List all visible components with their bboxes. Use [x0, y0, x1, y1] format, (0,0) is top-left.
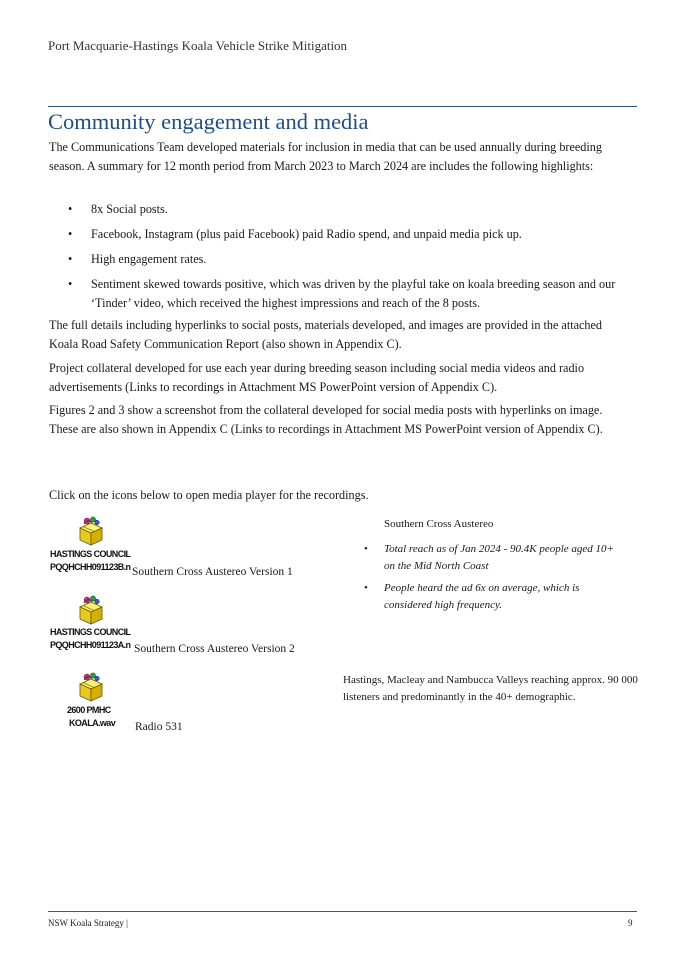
package-icon[interactable]	[78, 672, 104, 702]
file-caption-line1: HASTINGS COUNCIL	[50, 549, 131, 559]
radio-description: Hastings, Macleay and Nambucca Valleys reaching approx. 90 000 listeners and predominantly in the 40+ demographic.	[343, 674, 638, 703]
highlight-text: High engagement rates.	[91, 252, 207, 266]
list-item	[64, 250, 634, 269]
file-caption-line1: HASTINGS COUNCIL	[50, 627, 131, 637]
media-label: Southern Cross Austereo Version 2	[134, 643, 295, 655]
header-rule	[48, 106, 637, 107]
highlight-text: 8x Social posts.	[91, 202, 168, 216]
file-caption-line1: 2600 PMHC	[67, 705, 111, 715]
list-item	[64, 200, 634, 219]
list-item	[64, 225, 634, 244]
media-label: Southern Cross Austereo Version 1	[132, 566, 293, 578]
file-caption-line2: PQQHCHH091123A.n	[50, 640, 131, 650]
bullet-glyph: •	[68, 252, 73, 266]
package-icon[interactable]	[78, 595, 104, 625]
bullet-glyph: •	[68, 277, 73, 291]
bullet-glyph: •	[364, 582, 368, 594]
bullet-glyph: •	[68, 202, 73, 216]
bullet-glyph: •	[68, 227, 73, 241]
intro-paragraph: The Communications Team developed materials for inclusion in media that can be used annually during breeding season. A summary for 12 month period from March 2023 to March 2024 are includes the following highlights:	[49, 140, 602, 173]
figures-paragraph: Figures 2 and 3 show a screenshot from the collateral developed for social media posts with hyperlinks on image. These are also shown in Appendix C (Links to recordings in Attachment MS PowerPoint version of Appendix C).	[49, 403, 603, 436]
media-label: Radio 531	[135, 721, 183, 733]
sca-title: Southern Cross Austereo	[384, 518, 494, 530]
instruction-text: Click on the icons below to open media player for the recordings.	[49, 488, 369, 502]
footer-rule	[48, 911, 637, 912]
list-item	[364, 580, 614, 613]
highlight-text: Sentiment skewed towards positive, which was driven by the playful take on koala breeding season and our ‘Tinder’ video, which received the highest impressions and reach of the 8 posts.	[91, 277, 616, 310]
running-header: Port Macquarie-Hastings Koala Vehicle Strike Mitigation	[48, 38, 348, 53]
sca-point-text: Total reach as of Jan 2024 - 90.4K people aged 10+ on the Mid North Coast	[384, 543, 614, 572]
sca-points	[364, 541, 614, 619]
package-icon[interactable]	[78, 516, 104, 546]
highlight-text: Facebook, Instagram (plus paid Facebook) paid Radio spend, and unpaid media pick up.	[91, 227, 522, 241]
sca-point-text: People heard the ad 6x on average, which is considered high frequency.	[384, 582, 580, 611]
details-paragraph: The full details including hyperlinks to social posts, materials developed, and images are provided in the attached Koala Road Safety Communication Report (also shown in Appendix C).	[49, 318, 603, 351]
list-item	[64, 275, 634, 312]
highlights-list	[64, 200, 634, 319]
page-number: 9	[628, 918, 633, 928]
list-item	[364, 541, 614, 574]
file-caption-line2: KOALA.wav	[69, 718, 116, 728]
collateral-paragraph: Project collateral developed for use each year during breeding season including social media videos and radio advertisements (Links to recordings in Attachment MS PowerPoint version of Appendix C).	[49, 361, 585, 394]
section-heading: Community engagement and media	[48, 109, 369, 134]
footer-title: NSW Koala Strategy |	[48, 918, 128, 928]
bullet-glyph: •	[364, 543, 368, 555]
file-caption-line2: PQQHCHH091123B.n	[50, 562, 131, 572]
